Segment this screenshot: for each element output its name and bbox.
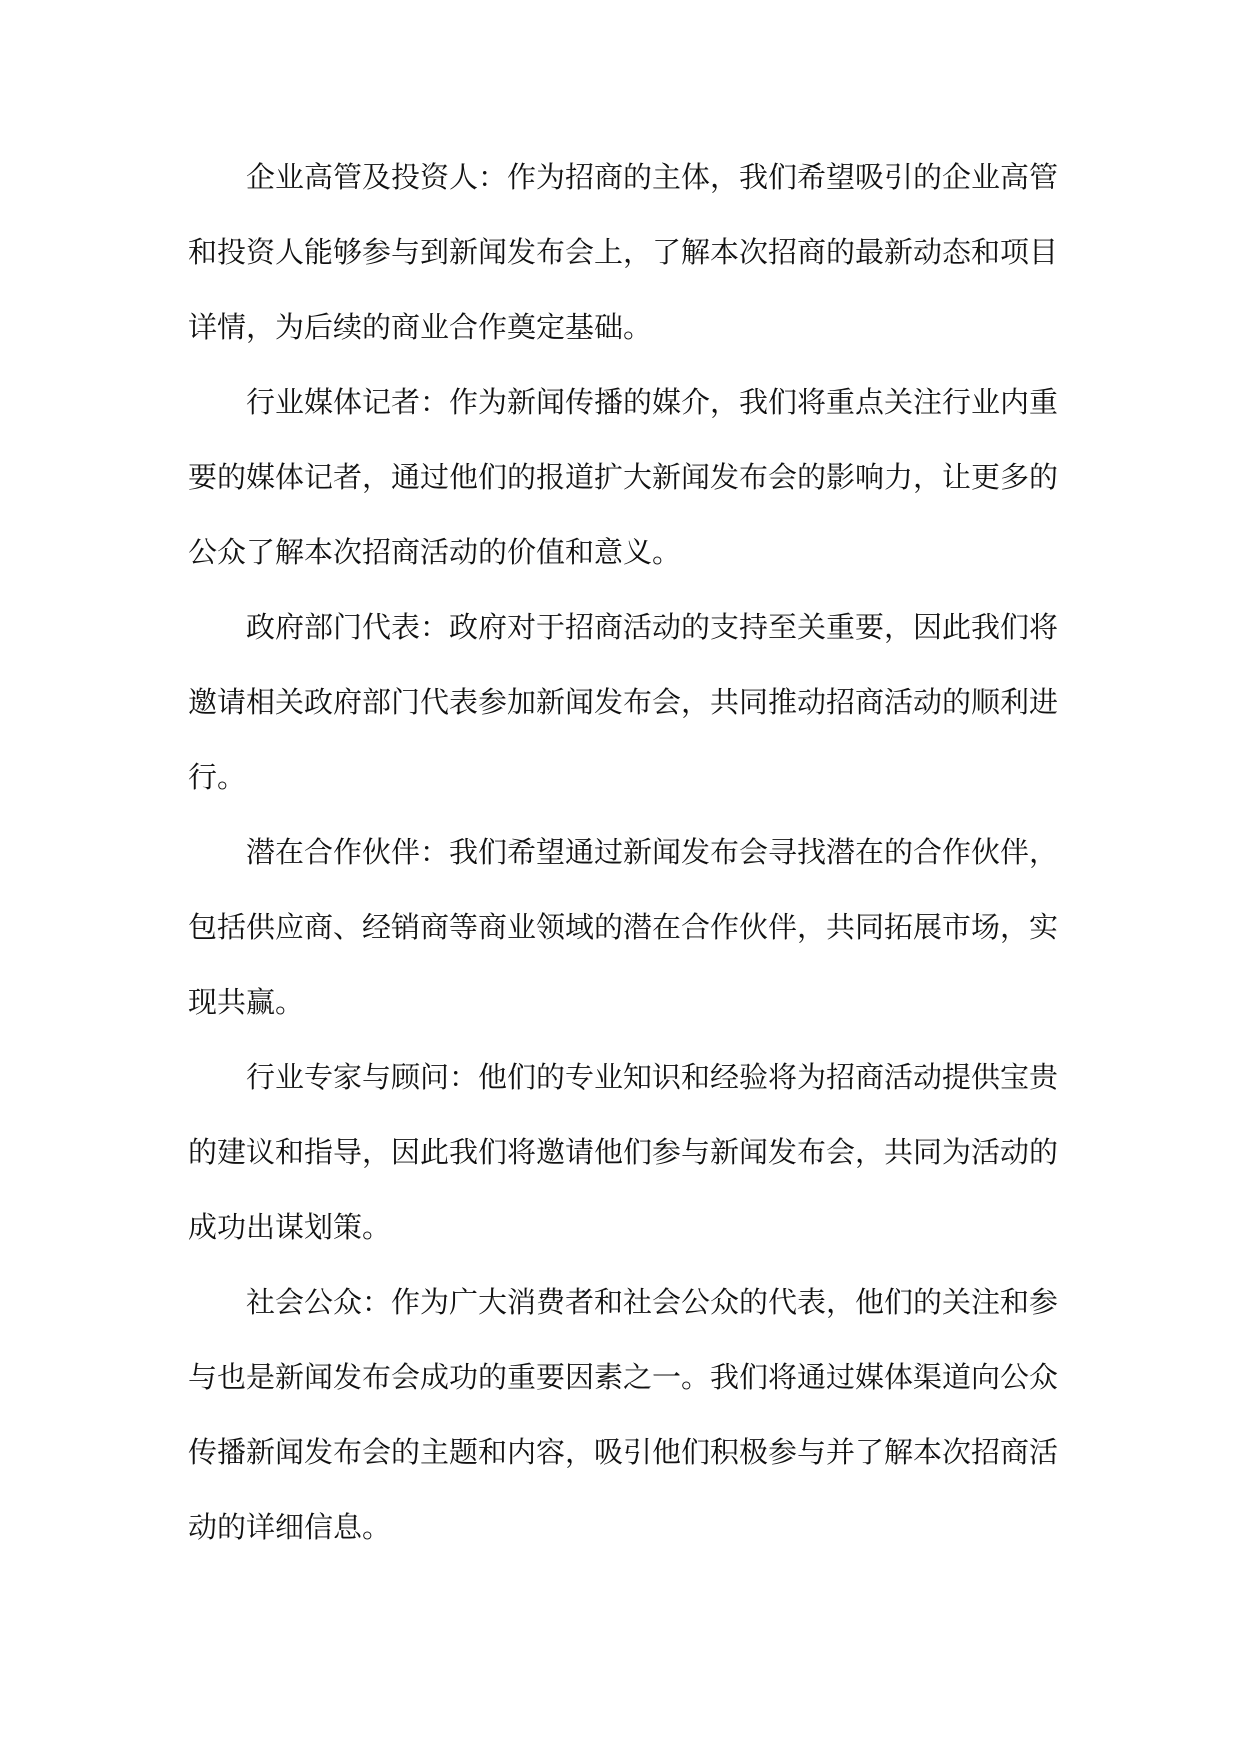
paragraph-executives-investors: 企业高管及投资人：作为招商的主体，我们希望吸引的企业高管和投资人能够参与到新闻发布会上，了解本次招商的最新动态和项目详情，为后续的商业合作奠定基础。 bbox=[188, 160, 1059, 344]
paragraph-industry-experts: 行业专家与顾问：他们的专业知识和经验将为招商活动提供宝贵的建议和指导，因此我们将邀请他们参与新闻发布会，共同为活动的成功出谋划策。 bbox=[188, 1060, 1059, 1244]
paragraph-government-representatives: 政府部门代表：政府对于招商活动的支持至关重要，因此我们将邀请相关政府部门代表参加新闻发布会，共同推动招商活动的顺利进行。 bbox=[188, 610, 1059, 794]
paragraph-potential-partners: 潜在合作伙伴：我们希望通过新闻发布会寻找潜在的合作伙伴，包括供应商、经销商等商业领域的潜在合作伙伴，共同拓展市场，实现共赢。 bbox=[188, 835, 1059, 1019]
paragraph-media-reporters: 行业媒体记者：作为新闻传播的媒介，我们将重点关注行业内重要的媒体记者，通过他们的报道扩大新闻发布会的影响力，让更多的公众了解本次招商活动的价值和意义。 bbox=[188, 385, 1059, 569]
document-body bbox=[188, 140, 1058, 1565]
paragraph-general-public: 社会公众：作为广大消费者和社会公众的代表，他们的关注和参与也是新闻发布会成功的重要因素之一。我们将通过媒体渠道向公众传播新闻发布会的主题和内容，吸引他们积极参与并了解本次招商活动的详细信息。 bbox=[188, 1285, 1059, 1544]
